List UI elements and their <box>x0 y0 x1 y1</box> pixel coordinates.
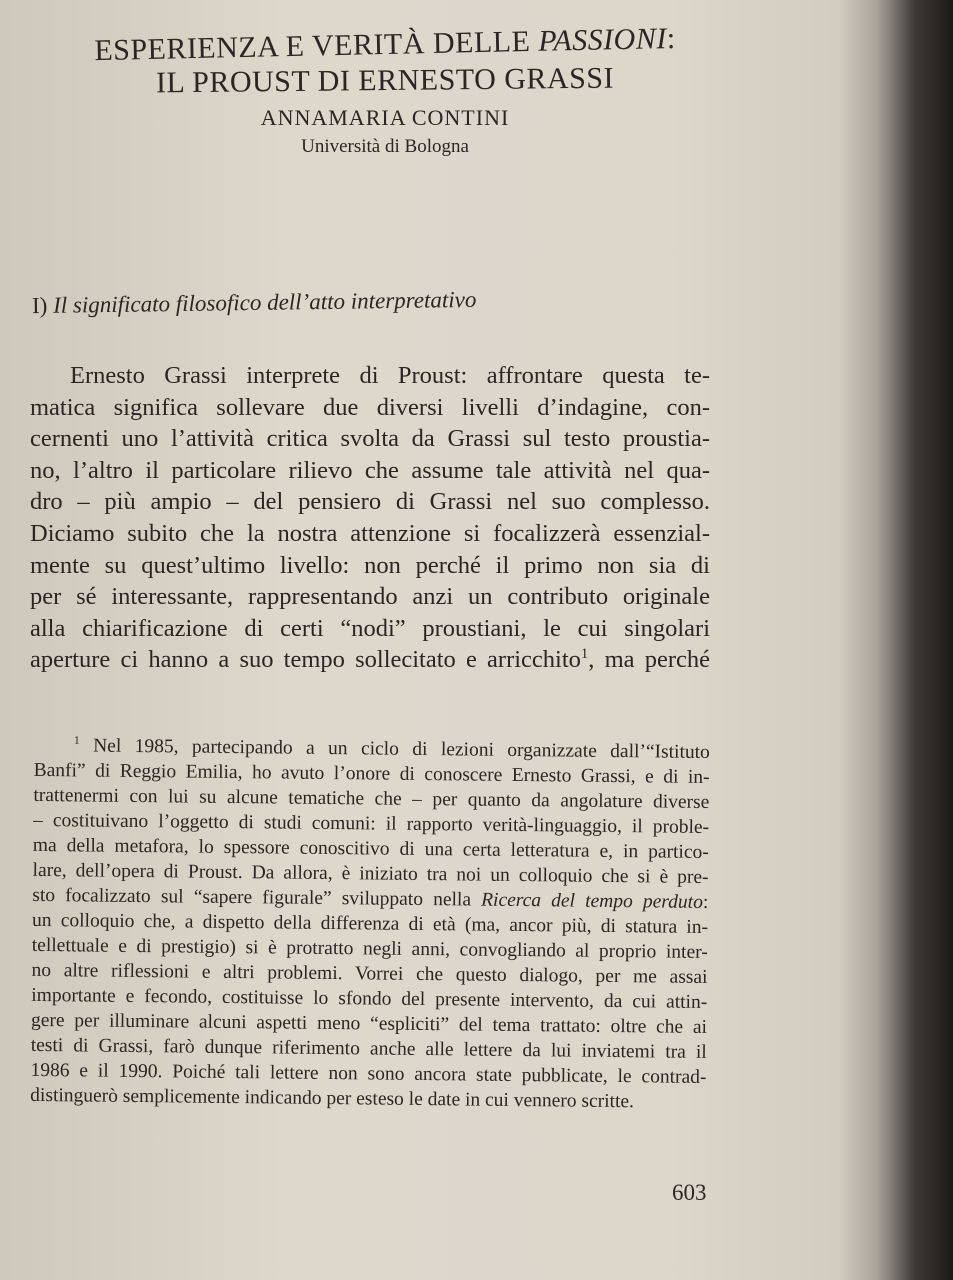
footnote-line: distinguerò semplicemente indicando per esteso le date in cui vennero scritte. <box>30 1084 635 1113</box>
footnote-line: importante e fecondo, costituisse lo sfondo del presente intervento, da cui attin- <box>31 984 708 1013</box>
footnote-line: ma della metafora, lo spessore conoscitivo di una certa letteratura e, in partico- <box>32 834 709 863</box>
author-name: ANNAMARIA CONTINI <box>260 105 510 130</box>
title-colon: : <box>666 21 676 56</box>
body-line: Ernesto Grassi interprete di Proust: affrontare questa te- <box>70 362 710 389</box>
footnote-line-text: Nel 1985, partecipando a un ciclo di lezioni organizzate dall’“Istituto <box>79 735 710 763</box>
body-line-text: , ma perché <box>588 646 710 674</box>
body-line: Diciamo subito che la nostra attenzione si focalizzerà essenzial- <box>30 519 710 547</box>
article-title-line-2: IL PROUST DI ERNESTO GRASSI <box>155 61 615 100</box>
footnote-line: tellettuale e di prestigio) si è protratto negli anni, convogliando al proprio inter- <box>31 934 708 963</box>
body-line <box>30 644 710 676</box>
footnote-line: – costituivano l’oggetto di studi comuni: il rapporto verità-linguaggio, il proble- <box>33 809 710 838</box>
body-text <box>30 360 710 676</box>
footnote <box>30 733 710 1115</box>
section-title: Il significato filosofico dell’atto interpretativo <box>52 286 477 318</box>
body-line: cernenti uno l’attività critica svolta da Grassi sul testo proustia- <box>30 425 710 453</box>
footnote-line: Banfi” di Reggio Emilia, ho avuto l’onore di conoscere Ernesto Grassi, e di in- <box>33 759 710 788</box>
footnote-line: gere per illuminare alcuni aspetti meno “espliciti” del tema trattato: oltre che ai <box>30 1009 708 1038</box>
body-line: dro – più ampio – del pensiero di Grassi nel suo complesso. <box>30 488 710 516</box>
book-title: Ricerca del tempo perduto <box>481 889 704 913</box>
footnote-line: 1986 e il 1990. Poiché tali lettere non sono ancora state pubblicate, le contrad- <box>30 1059 707 1088</box>
body-line: alla chiarificazione di certi “nodi” proustiani, le cui singolari <box>30 614 710 642</box>
body-line: no, l’altro il particolare rilievo che assume tale attività nel qua- <box>30 456 710 484</box>
footnote-marker: 1 <box>73 733 80 747</box>
footnote-line: no altre riflessioni e altri problemi. Vorrei che questo dialogo, per me assai <box>31 959 708 988</box>
footnote-line: testi di Grassi, farò dunque riferimento anche alle lettere da lui inviatemi tra il <box>30 1034 707 1063</box>
author-affiliation: Università di Bologna <box>301 136 469 157</box>
footnote-reference[interactable]: 1 <box>580 646 589 663</box>
footnote-line-text: sto focalizzato sul “sapere figurale” sviluppato nella <box>32 884 482 911</box>
body-line-text: aperture ci hanno a suo tempo sollecitato e arricchito <box>30 646 581 674</box>
body-line: mente su quest’ultimo livello: non perché il primo non sia di <box>30 551 710 579</box>
body-line: per sé interessante, rappresentando anzi un contributo originale <box>30 583 710 611</box>
section-heading <box>32 287 477 319</box>
footnote-line-text: : <box>702 891 709 913</box>
footnote-line: un colloquio che, a dispetto della differenza di età (ma, ancor più, di statura in- <box>31 909 709 938</box>
body-line: matica significa sollevare due diversi livelli d’indagine, con- <box>30 393 710 421</box>
title-text: ESPERIENZA E VERITÀ DELLE <box>94 24 539 68</box>
page-number: 603 <box>672 1180 707 1205</box>
title-italic-word: PASSIONI <box>538 22 668 58</box>
section-number: I) <box>31 292 54 319</box>
footnote-line: trattenermi con lui su alcune tematiche che – per quanto da angolature diverse <box>33 784 710 813</box>
footnote-line: lare, dell’opera di Proust. Da allora, è iniziato tra noi un colloquio che si è pre- <box>32 859 709 888</box>
